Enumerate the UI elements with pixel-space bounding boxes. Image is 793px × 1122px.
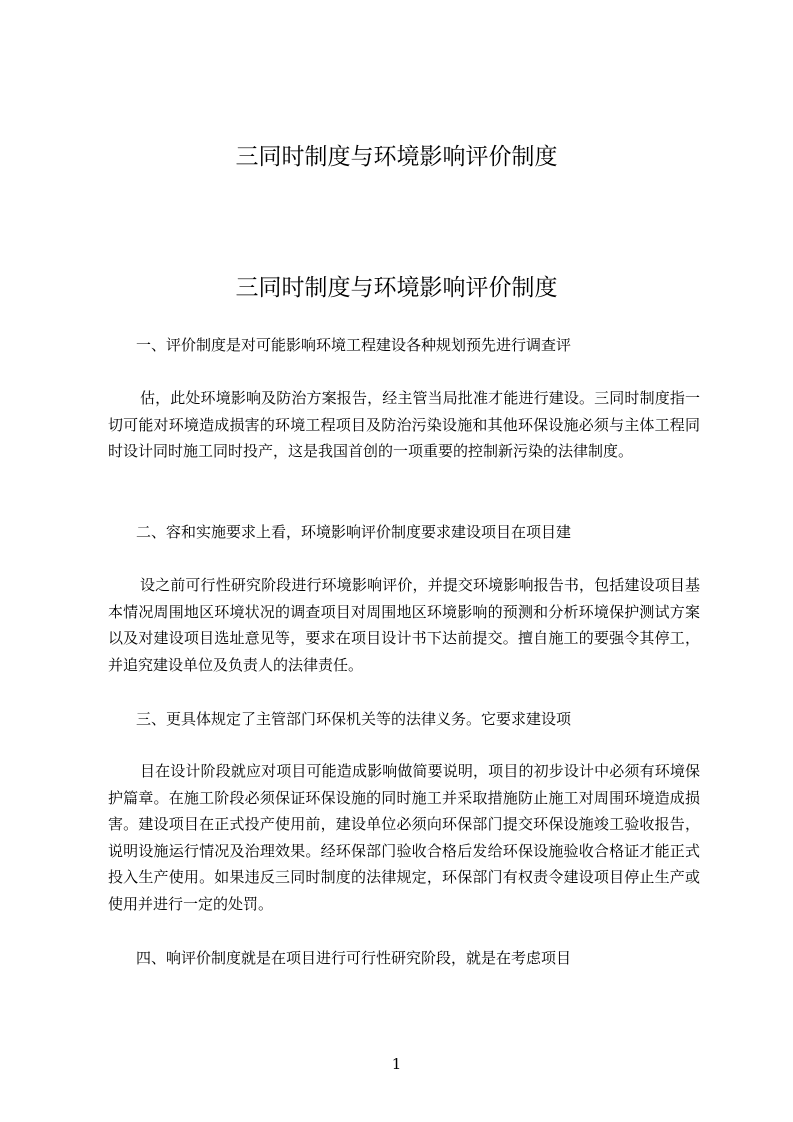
- section-3-body: 目在设计阶段就应对项目可能造成影响做简要说明，项目的初步设计中必须有环境保护篇章。在施工阶段必须保证环保设施的同时施工并采取措施防止施工对周围环境造成损害。建设项目在正式投产使用前，建设单位必须向环保部门提交环保设施竣工验收报告，说明设施运行情况及治理效果。经环保部门验收合格后发给环保设施验收合格证才能正式投入生产使用。如果违反三同时制度的法律规定，环保部门有权责令建设项目停止生产或使用并进行一定的处罚。: [108, 762, 700, 913]
- section-1-body: 估，此处环境影响及防治方案报告，经主管当局批准才能进行建设。三同时制度指一切可能对环境造成损害的环境工程项目及防治污染设施和其他环保设施必须与主体工程同时设计同时施工同时投产，这是我国首创的一项重要的控制新污染的法律制度。: [108, 389, 700, 460]
- document-header-title: 三同时制度与环境影响评价制度: [235, 144, 558, 170]
- section-4-heading: 四、响评价制度就是在项目进行可行性研究阶段，就是在考虑项目: [136, 949, 572, 967]
- section-3-heading: 三、更具体规定了主管部门环保机关等的法律义务。它要求建设项: [136, 710, 572, 728]
- document-main-title: 三同时制度与环境影响评价制度: [235, 275, 558, 301]
- section-1-heading: 一、评价制度是对可能影响环境工程建设各种规划预先进行调查评: [136, 336, 572, 354]
- section-2-heading: 二、容和实施要求上看，环境影响评价制度要求建设项目在项目建: [136, 523, 572, 541]
- page-number: 1: [391, 1055, 402, 1073]
- section-2-body: 设之前可行性研究阶段进行环境影响评价，并提交环境影响报告书，包括建设项目基本情况周围地区环境状况的调查项目对周围地区环境影响的预测和分析环境保护测试方案以及对建设项目选址意见等，要求在项目设计书下达前提交。擅自施工的要强令其停工，并追究建设单位及负责人的法律责任。: [108, 576, 700, 674]
